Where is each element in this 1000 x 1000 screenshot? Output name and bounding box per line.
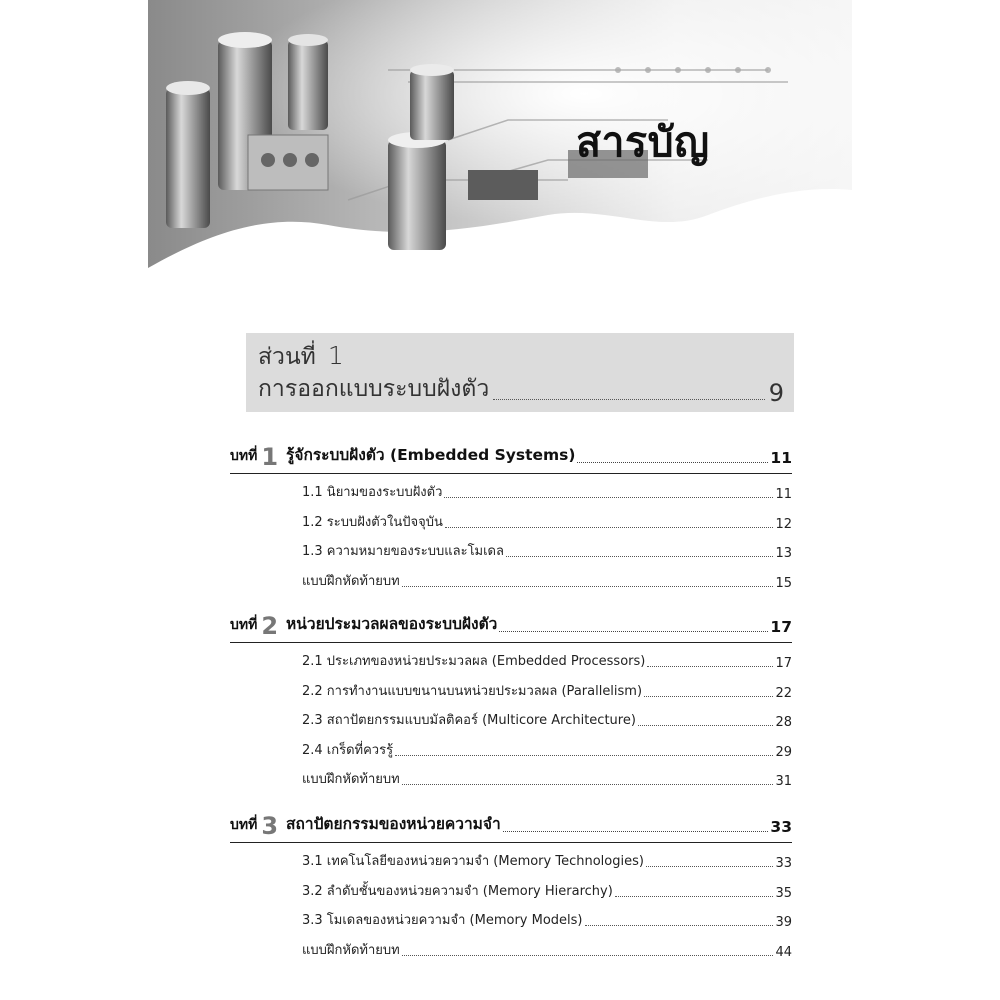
chapter-prefix: บทที่	[230, 617, 258, 633]
section-title: 3.3 โมเดลของหน่วยความจำ (Memory Models)	[302, 913, 583, 929]
section-entry[interactable]	[230, 647, 792, 676]
chapter-number: 3	[261, 812, 279, 840]
section-page-number: 39	[775, 915, 792, 931]
section-entry[interactable]	[230, 876, 792, 905]
dot-leader	[585, 925, 774, 926]
section-title: 1.2 ระบบฝังตัวในปัจจุบัน	[302, 514, 443, 530]
section-entry[interactable]	[230, 935, 792, 964]
chapter-page-number: 17	[770, 618, 792, 636]
part-title: การออกแบบระบบฝังตัว	[258, 376, 490, 402]
section-page-number: 31	[775, 773, 792, 789]
section-title: 1.3 ความหมายของระบบและโมเดล	[302, 544, 504, 560]
chapter-2	[230, 610, 792, 794]
section-page-number: 28	[775, 715, 792, 731]
dot-leader	[445, 527, 774, 528]
part-label-text: ส่วนที่	[258, 344, 316, 370]
section-title: แบบฝึกหัดท้ายบท	[302, 771, 400, 787]
section-page-number: 35	[775, 885, 792, 901]
dot-leader	[644, 696, 773, 697]
chapter-prefix: บทที่	[230, 448, 258, 464]
part-label	[258, 339, 344, 375]
section-title: แบบฝึกหัดท้ายบท	[302, 573, 400, 589]
chapter-3	[230, 810, 792, 965]
section-title: 3.1 เทคโนโลยีของหน่วยความจำ (Memory Technologies)	[302, 854, 644, 870]
section-page-number: 29	[775, 744, 792, 760]
section-page-number: 44	[775, 944, 792, 960]
section-entry[interactable]	[230, 847, 792, 876]
dot-leader	[444, 497, 773, 498]
section-entry[interactable]	[230, 706, 792, 735]
dot-leader	[638, 725, 774, 726]
section-entry[interactable]	[230, 906, 792, 935]
header-banner-image	[148, 0, 852, 272]
chapter-entry[interactable]	[230, 610, 792, 640]
chapter-title: หน่วยประมวลผลของระบบฝังตัว	[286, 615, 498, 633]
section-list	[230, 647, 792, 794]
section-page-number: 12	[775, 516, 792, 532]
section-page-number: 15	[775, 575, 792, 591]
section-entry[interactable]	[230, 478, 792, 507]
dot-leader	[395, 755, 773, 756]
section-entry[interactable]	[230, 765, 792, 794]
section-title: 1.1 นิยามของระบบฝังตัว	[302, 485, 443, 501]
chapter-number: 1	[261, 443, 279, 471]
section-page-number: 13	[775, 546, 792, 562]
chapter-title: รู้จักระบบฝังตัว (Embedded Systems)	[286, 446, 576, 464]
section-list	[230, 478, 792, 596]
section-title: 2.3 สถาปัตยกรรมแบบมัลติคอร์ (Multicore Architecture)	[302, 713, 636, 729]
dot-leader	[646, 866, 774, 867]
chapter-page-number: 11	[770, 449, 792, 467]
dot-leader	[503, 831, 769, 832]
chapter-title: สถาปัตยกรรมของหน่วยความจำ	[286, 815, 501, 833]
section-entry[interactable]	[230, 537, 792, 566]
section-page-number: 22	[775, 685, 792, 701]
part-number: 1	[327, 341, 344, 370]
dot-leader	[615, 896, 774, 897]
section-entry[interactable]	[230, 735, 792, 764]
page-title: สารบัญ	[576, 118, 710, 166]
dot-leader	[647, 666, 773, 667]
dot-leader	[577, 462, 768, 463]
dot-leader	[402, 784, 774, 785]
chapter-entry[interactable]	[230, 810, 792, 840]
section-entry[interactable]	[230, 566, 792, 595]
section-page-number: 11	[775, 487, 792, 503]
dot-leader	[402, 955, 774, 956]
section-title: 2.1 ประเภทของหน่วยประมวลผล (Embedded Processors)	[302, 654, 646, 670]
section-title: 2.2 การทำงานแบบขนานบนหน่วยประมวลผล (Parallelism)	[302, 683, 643, 699]
dot-leader	[402, 586, 774, 587]
chapter-page-number: 33	[770, 818, 792, 836]
chapter-1	[230, 441, 792, 596]
section-title: 2.4 เกร็ดที่ควรรู้	[302, 742, 394, 758]
toc-page	[148, 0, 852, 1000]
dot-leader	[493, 399, 764, 400]
section-title: แบบฝึกหัดท้ายบท	[302, 942, 400, 958]
section-list	[230, 847, 792, 965]
chapter-rule	[230, 473, 792, 474]
part-page-number: 9	[768, 379, 784, 407]
section-page-number: 33	[775, 856, 792, 872]
chapter-rule	[230, 642, 792, 643]
chapter-entry[interactable]	[230, 441, 792, 471]
dot-leader	[506, 556, 773, 557]
section-entry[interactable]	[230, 676, 792, 705]
section-entry[interactable]	[230, 507, 792, 536]
section-title: 3.2 ลำดับชั้นของหน่วยความจำ (Memory Hierarchy)	[302, 883, 613, 899]
part-entry[interactable]	[258, 377, 784, 407]
chapter-number: 2	[261, 612, 279, 640]
chapter-rule	[230, 842, 792, 843]
part-heading	[246, 333, 794, 412]
section-page-number: 17	[775, 656, 792, 672]
chapter-prefix: บทที่	[230, 817, 258, 833]
dot-leader	[499, 631, 768, 632]
